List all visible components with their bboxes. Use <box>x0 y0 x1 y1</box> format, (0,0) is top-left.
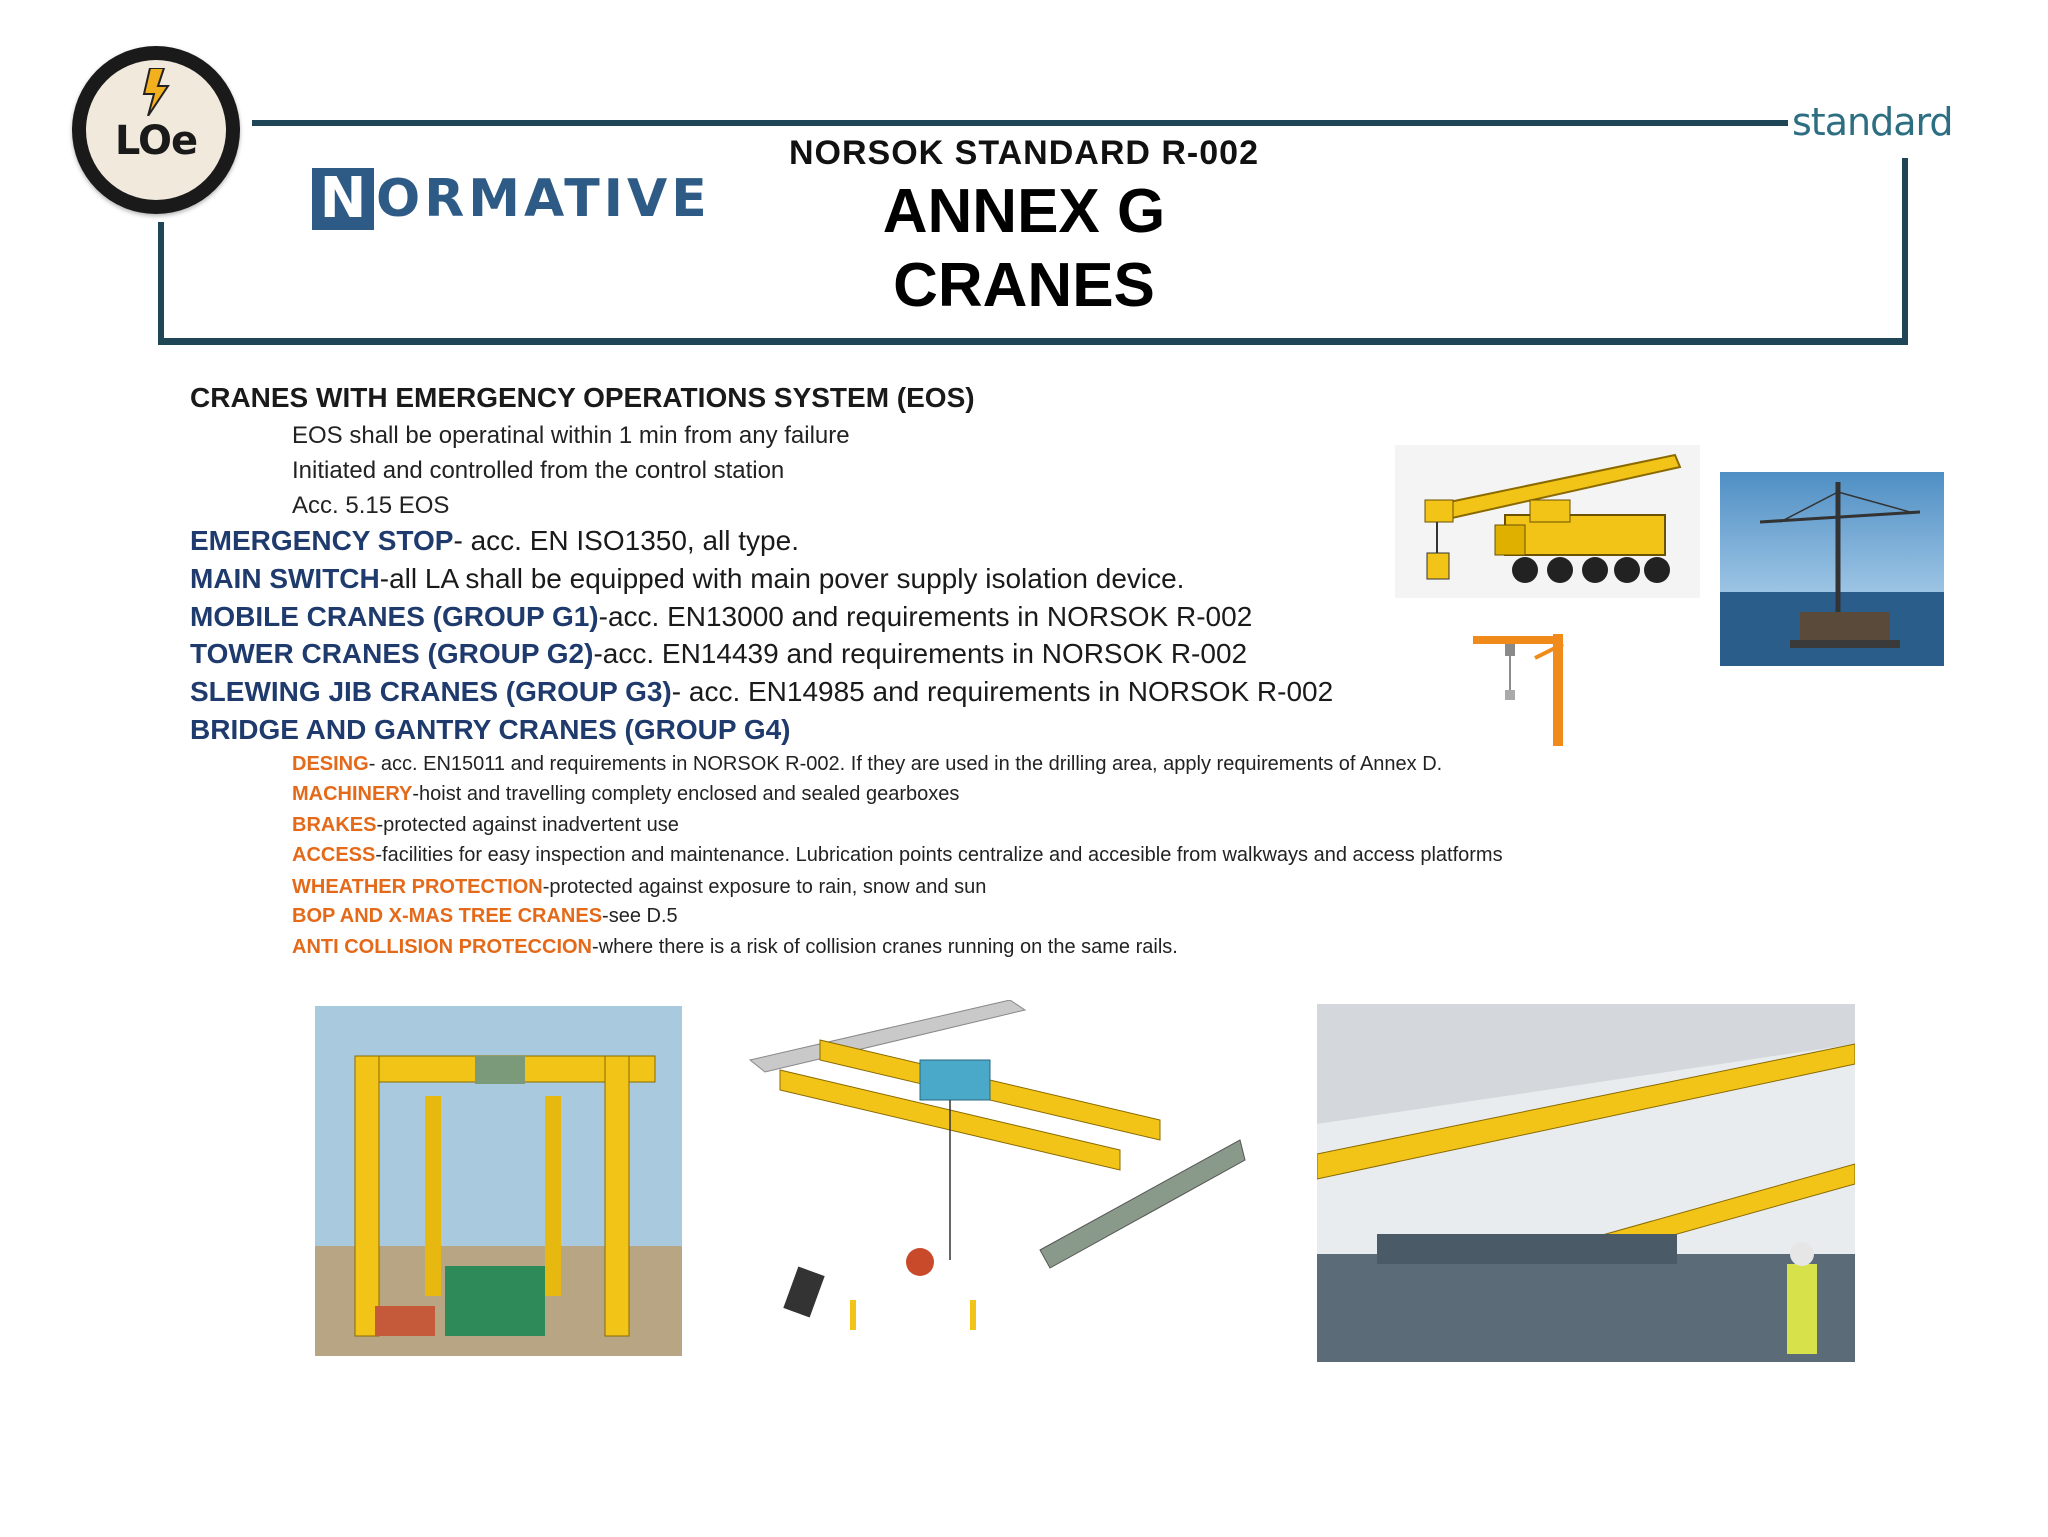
tower-crane-photo <box>1720 472 1944 666</box>
eos-item: Acc. 5.15 EOS <box>292 492 450 519</box>
requirement-line <box>190 563 1184 595</box>
page-title: CRANES <box>893 251 1155 320</box>
requirement-line <box>190 638 1247 670</box>
annex-title: ANNEX G <box>882 177 1166 246</box>
g4-item-label: ACCESS <box>292 844 376 866</box>
requirement-text: -acc. EN13000 and requirements in NORSOK R-002 <box>598 601 1253 632</box>
g4-item <box>292 783 959 806</box>
jib-crane-photo <box>1465 628 1580 748</box>
normative-word: ORMATIVE <box>376 169 711 229</box>
standard-label: standard <box>1792 100 1953 144</box>
requirement-text: -acc. EN14439 and requirements in NORSOK R-002 <box>593 638 1248 669</box>
eos-item: EOS shall be operatinal within 1 min from any failure <box>292 422 850 449</box>
g4-item-label: WHEATHER PROTECTION <box>292 876 543 898</box>
requirement-label: MOBILE CRANES (GROUP G1) <box>190 601 599 632</box>
requirement-label: MAIN SWITCH <box>190 563 380 594</box>
g4-item <box>292 876 986 899</box>
g4-item <box>292 905 678 928</box>
requirement-label: BRIDGE AND GANTRY CRANES (GROUP G4) <box>190 714 791 745</box>
g4-item-text: -protected against inadvertent use <box>376 814 679 836</box>
g4-item <box>292 814 679 837</box>
requirement-text: - acc. EN ISO1350, all type. <box>453 525 799 556</box>
doc-code: NORSOK STANDARD R-002 <box>789 134 1259 172</box>
g4-item-label: ANTI COLLISION PROTECCION <box>292 936 592 958</box>
g4-item-label: MACHINERY <box>292 783 413 805</box>
hook-icon <box>142 68 172 116</box>
requirement-label: SLEWING JIB CRANES (GROUP G3) <box>190 676 672 707</box>
g4-item-text: -see D.5 <box>602 905 678 927</box>
normative-initial: N <box>312 168 374 230</box>
g4-item <box>292 936 1178 959</box>
g4-item-text: -hoist and travelling complety enclosed and sealed gearboxes <box>412 783 960 805</box>
eos-item: Initiated and controlled from the control station <box>292 457 785 484</box>
requirement-line <box>190 601 1252 633</box>
requirement-label: TOWER CRANES (GROUP G2) <box>190 638 594 669</box>
g4-item-text: -facilities for easy inspection and maintenance. Lubrication points centralize and accesible from walkways and access platforms <box>375 844 1503 866</box>
g4-item-label: DESING <box>292 753 369 775</box>
gantry-crane-photo <box>315 1006 682 1356</box>
mobile-crane-photo <box>1395 445 1700 598</box>
workshop-crane-photo <box>1317 1004 1855 1362</box>
eos-heading: CRANES WITH EMERGENCY OPERATIONS SYSTEM (EOS) <box>190 382 975 413</box>
g4-item <box>292 753 1442 776</box>
requirement-label: EMERGENCY STOP <box>190 525 454 556</box>
g4-item-text: - acc. EN15011 and requirements in NORSOK R-002. If they are used in the drilling area, apply requirements of Annex D. <box>368 753 1443 775</box>
requirement-line <box>190 525 799 557</box>
requirement-text: - acc. EN14985 and requirements in NORSOK R-002 <box>671 676 1334 707</box>
header-frame-bottom <box>158 338 1908 345</box>
bridge-crane-diagram <box>740 1000 1250 1368</box>
g4-item-label: BRAKES <box>292 814 377 836</box>
requirement-line <box>190 714 791 746</box>
g4-item-text: -where there is a risk of collision cranes running on the same rails. <box>592 936 1178 958</box>
requirement-line <box>190 676 1333 708</box>
g4-item-label: BOP AND X-MAS TREE CRANES <box>292 905 603 927</box>
logo-text: LOe <box>114 118 198 164</box>
g4-item-text: -protected against exposure to rain, snow and sun <box>542 876 987 898</box>
header-frame-top <box>252 120 1788 126</box>
requirement-text: -all LA shall be equipped with main pover supply isolation device. <box>379 563 1185 594</box>
g4-item <box>292 844 1503 867</box>
